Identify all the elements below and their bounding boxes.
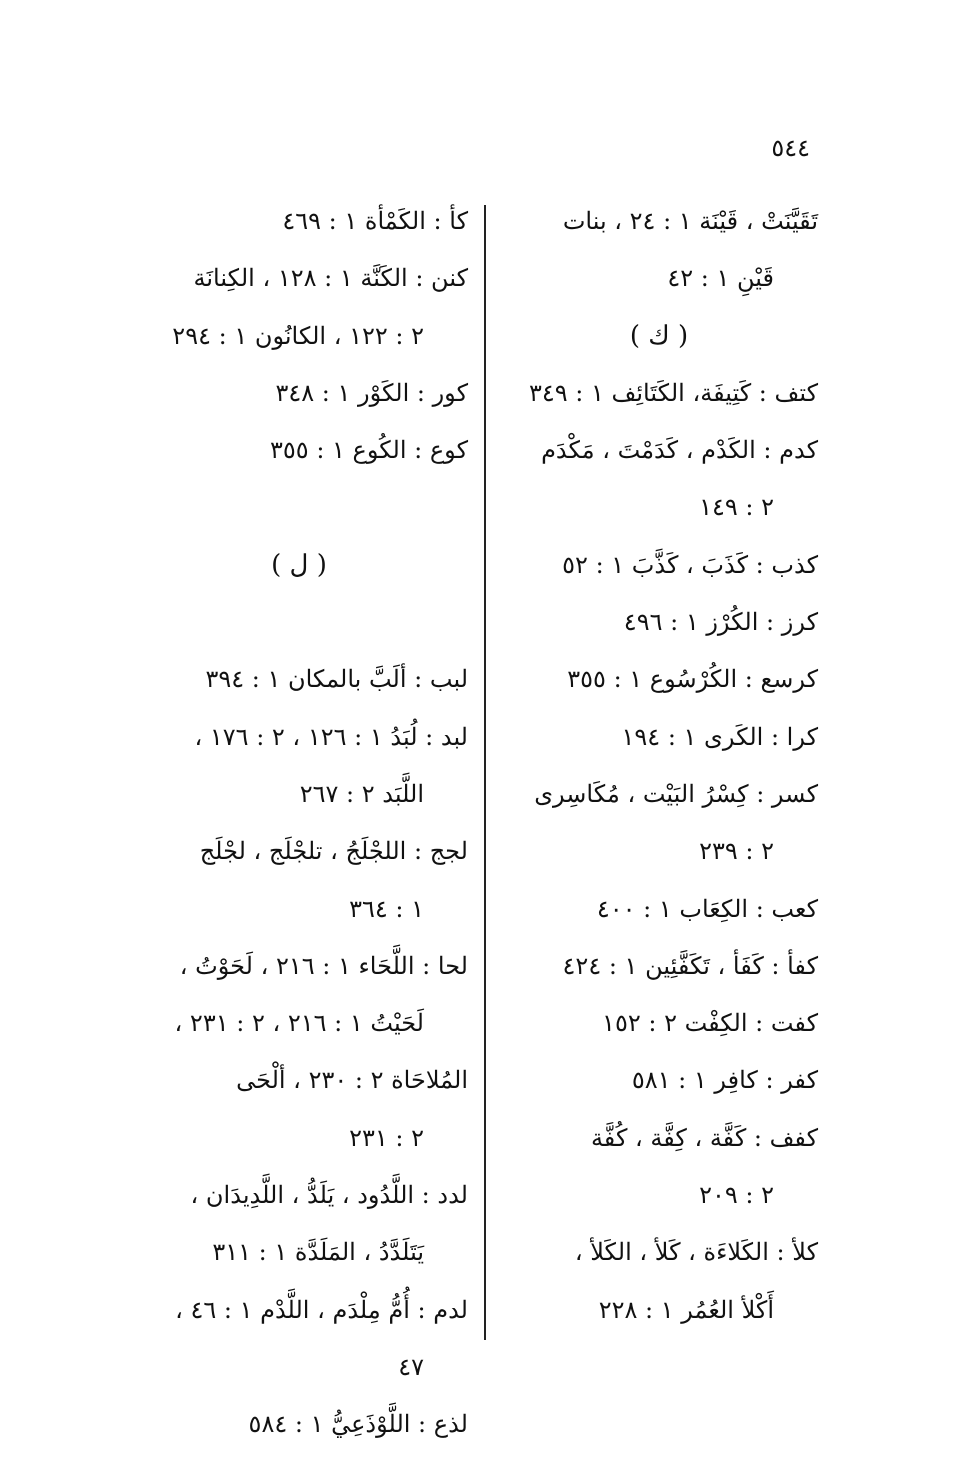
- index-entry-continuation: ٢ : ٢٣٩: [699, 837, 774, 866]
- index-entry-continuation: يَتَلَدَّدُ ، المَلَدَّة ١ : ٣١١: [212, 1238, 424, 1267]
- index-entry-line: كرز : الكُرْز ١ : ٤٩٦: [623, 608, 818, 637]
- index-entry-line: كدم : الكَدْم ، كَدَمْتَ ، مَكْدَم: [541, 436, 818, 465]
- section-heading: ( ل ): [271, 549, 327, 580]
- index-entry-line: كأ : الكَمْأة ١ : ٤٦٩: [282, 207, 468, 235]
- index-entry-line: لدم : أُمُّ مِلْدَم ، اللَّدْم ١ : ٤٦ ،: [175, 1295, 468, 1324]
- index-entry-line: لذع : اللَّوْذَعِيُّ ١ : ٥٨٤: [248, 1410, 468, 1439]
- index-entry-continuation: ١ : ٣٦٤: [349, 894, 424, 923]
- index-entry-line: كذب : كَذَبَ ، كَذَّبَ ١ : ٥٢: [562, 550, 818, 579]
- index-entry-continuation: ٢ : ٢٠٩: [699, 1181, 774, 1210]
- index-entry-line: كسر : كِسْرُ البَيْت ، مُكَاسِرى: [534, 779, 818, 808]
- index-entry-line: كفأ : كَفَأ ، تَكَفَّئِين ١ : ٤٢٤: [562, 951, 818, 980]
- index-entry-continuation: اللَّبَد ٢ : ٢٦٧: [299, 779, 424, 808]
- index-entry-line: كنن : الكَنَّة ١ : ١٢٨ ، الكِنانَة: [193, 264, 468, 293]
- index-entry-line: كلأ : الكَلاءَة ، كَلأ ، الكَلأ ،: [574, 1238, 818, 1267]
- index-entry-continuation: أَكْلأ العُمُر ١ : ٢٢٨: [598, 1295, 774, 1324]
- index-entry-line: كرسع : الكُرْسُوع ١ : ٣٥٥: [567, 665, 818, 694]
- index-entry-line: لبب : ألَبَّ بالمكان ١ : ٣٩٤: [205, 665, 468, 694]
- page-number: ٥٤٤: [771, 134, 810, 162]
- index-entry-continuation: قَيْنِ ١ : ٤٢: [667, 264, 774, 293]
- index-entry-line: كرا : الكَرى ١ : ١٩٤: [621, 722, 818, 751]
- index-entry-line: كفف : كَفَّة ، كِفَّة ، كُفَّة: [590, 1123, 818, 1152]
- index-entry-line: لدد : اللَّدُود ، يَلَدُّ ، اللَّدِيدَان ،: [190, 1181, 468, 1210]
- index-entry-continuation: ٢ : ١٤٩: [699, 493, 774, 522]
- index-entry-line: كوع : الكُوع ١ : ٣٥٥: [270, 436, 468, 465]
- section-heading: ( ك ): [629, 320, 689, 351]
- index-entry-line: المُلاحَاة ٢ : ٢٣٠ ، ألْحَى: [236, 1066, 468, 1095]
- right-column: [500, 193, 818, 1339]
- index-entry-continuation: لَحَيْتُ ١ : ٢١٦ ، ٢ : ٢٣١ ،: [174, 1009, 424, 1038]
- index-entry-line: لجج : اللجْلَجُ ، تلجْلَج ، لجْلَج: [199, 837, 468, 866]
- index-entry-line: لبد : لُبَدُ ١ : ١٢٦ ، ٢ : ١٧٦ ،: [194, 722, 468, 751]
- index-entry-line: كفت : الكِفْت ٢ : ١٥٢: [602, 1009, 818, 1038]
- index-entry-continuation: ٢ : ١٢٢ ، الكانُون ١ : ٢٩٤: [172, 321, 424, 350]
- blank-line: [130, 594, 468, 651]
- index-entry-line: كفر : كافِر ١ : ٥٨١: [631, 1066, 818, 1095]
- blank-line: [130, 479, 468, 536]
- index-entry-line: كور : الكَوْر ١ : ٣٤٨: [275, 378, 468, 407]
- index-entry-line: تَقَيَّنَتْ ، قَيْنَة ١ : ٢٤ ، بنات: [562, 207, 818, 235]
- index-entry-continuation: ٤٧: [398, 1352, 424, 1381]
- index-entry-line: لحا : اللَّحَاء ١ : ٢١٦ ، لَحَوْتُ ،: [179, 951, 468, 980]
- index-entry-line: كتف : كَتِيفَة، الكَتَائِف ١ : ٣٤٩: [529, 378, 818, 407]
- index-entry-continuation: ٢ : ٢٣١: [349, 1123, 424, 1152]
- column-divider: [484, 205, 486, 1340]
- left-column: [130, 193, 468, 1454]
- index-entry-line: كعب : الكِعَاب ١ : ٤٠٠: [596, 894, 818, 923]
